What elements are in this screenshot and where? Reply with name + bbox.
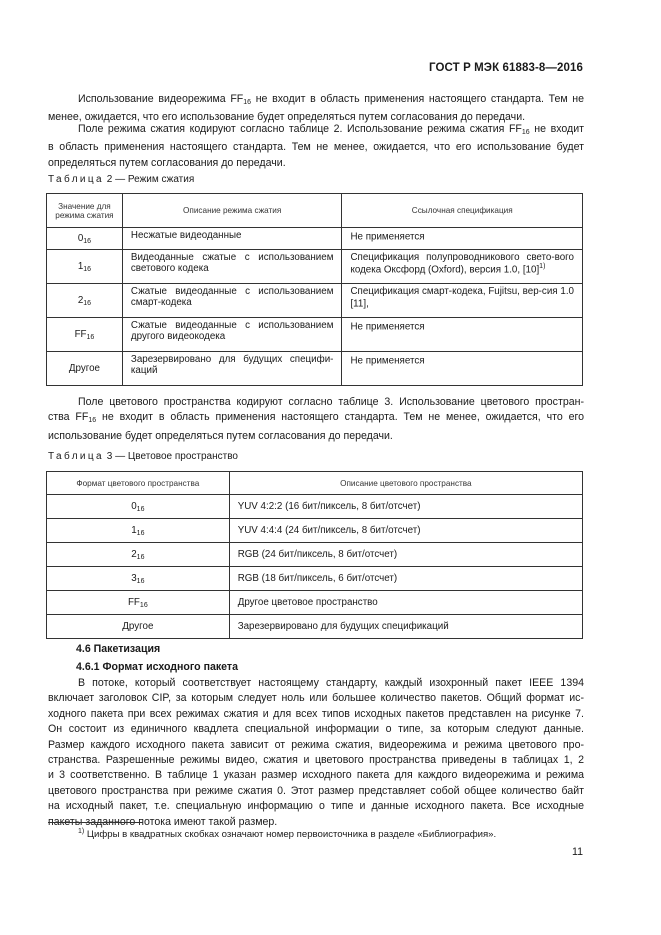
text-line: пакеты заданного потока имеют такой размер. <box>48 815 278 828</box>
table-cell: Сжатые видеоданные с использованием смарт-кодека <box>122 284 342 318</box>
table-row <box>47 228 583 250</box>
table-cell: Сжатые видеоданные с использованием другого видеокодека <box>122 318 342 352</box>
table-row <box>47 318 583 352</box>
color-space-paragraph <box>48 395 584 444</box>
column-header: Значение для режима сжатия <box>47 194 123 228</box>
column-header: Описание цветового пространства <box>229 472 582 495</box>
text-line: ства $FF_{16}$ не входит в область применения настоящего стандарта. Тем не менее, ожидается, что его <box>48 411 584 425</box>
table-cell: Видеоданные сжатые с использованием светового кодека <box>122 250 342 284</box>
table-row <box>47 352 583 386</box>
text-line: странства. Разрешенные режимы видео, сжатия и цветового пространства приведены в таблицах 1, 2 <box>48 754 584 767</box>
table-row <box>47 567 583 591</box>
section-heading-4-6: 4.6 Пакетизация <box>76 643 161 655</box>
table-row <box>47 250 583 284</box>
column-header: Ссылочная спецификация <box>342 194 583 228</box>
table-cell: Зарезервировано для будущих специфи-каций <box>122 352 342 386</box>
footnote-separator <box>48 822 143 823</box>
page-number: 11 <box>572 846 583 858</box>
table2-caption: Таблица 2 — Режим сжатия <box>48 174 195 185</box>
text-line: В потоке, который соответствует настоящему стандарту, каждый изохронный пакет IEEE 1394 <box>78 677 584 689</box>
text-line: в область применения настоящего стандарта. Тем не менее, ожидается, что его использование будет <box>48 141 584 154</box>
table-row <box>47 615 583 639</box>
text-line: Он состоит из единичного квадлета специальной информации о типе, за которым следуют данные. <box>48 723 584 736</box>
text-line: Поле режима сжатия кодируют согласно таблице 2. Использование режима сжатия $FF_{16}$ не входит <box>78 123 585 136</box>
text-line: Использование видеорежима $FF_{16}$ не входит в область применения настоящего стандарта. Тем не <box>78 93 584 106</box>
text-line: определяться путем согласования до передачи. <box>48 156 286 169</box>
text-line: цветового пространства при режиме сжатия 0. Этот размер представляет собой общее количество байт <box>48 784 584 797</box>
table-cell: Зарезервировано для будущих спецификаций <box>229 615 582 639</box>
table-cell: $1_{16}$ <box>47 250 123 284</box>
text-line: на исходный пакет, т.е. специальную информацию о типе и данные исходного пакета. Все исходные <box>48 800 584 813</box>
intro-paragraph-2 <box>48 122 584 171</box>
table-cell: RGB (24 бит/пиксель, 8 бит/отсчет) <box>229 543 582 567</box>
table-cell: Другое <box>47 615 230 639</box>
table-cell: Не применяется <box>342 352 583 386</box>
table-cell: $1_{16}$ <box>47 519 230 543</box>
column-header: Формат цветового пространства <box>47 472 230 495</box>
table-cell: $FF_{16}$ <box>47 318 123 352</box>
section-heading-4-6-1: 4.6.1 Формат исходного пакета <box>76 661 238 673</box>
text-line: использование будет определяться путем согласования до передачи. <box>48 429 393 442</box>
table-cell: RGB (18 бит/пиксель, 6 бит/отсчет) <box>229 567 582 591</box>
table-cell: $0_{16}$ <box>47 495 230 519</box>
text-line: ходного пакета при всех режимах сжатия и для всех типов исходных пакетов представлен на рисунке 7. <box>48 707 584 720</box>
text-line: и 3 соответственно. В таблице 1 указан размер исходного пакета для каждого видеорежима и режима <box>48 769 584 782</box>
table-cell: YUV 4:2:2 (16 бит/пиксель, 8 бит/отсчет) <box>229 495 582 519</box>
intro-paragraph-1 <box>48 92 584 126</box>
table-row <box>47 519 583 543</box>
text-line: включает заголовок CIP, за которым следует ноль или большее количество пакетов. Общий формат ис- <box>48 692 584 705</box>
text-line: Поле цветового пространства кодируют согласно таблице 3. Использование цветового простран- <box>78 396 584 408</box>
table-header-row <box>47 472 583 495</box>
document-header: ГОСТ Р МЭК 61883-8—2016 <box>429 62 583 74</box>
table-header-row <box>47 194 583 228</box>
table-compression-mode <box>46 193 583 386</box>
table-row <box>47 591 583 615</box>
table-cell: $2_{16}$ <box>47 543 230 567</box>
column-header: Описание режима сжатия <box>122 194 342 228</box>
table-cell: Не применяется <box>342 318 583 352</box>
table-cell: $2_{16}$ <box>47 284 123 318</box>
table-row <box>47 495 583 519</box>
table3-caption: Таблица 3 — Цветовое пространство <box>48 451 238 462</box>
table-cell: Не применяется <box>342 228 583 250</box>
text-line: менее, ожидается, что его использование будет определяться путем согласования до передачи. <box>48 111 526 124</box>
table-cell: Спецификация полупроводникового свето-вого кодека Оксфорд (Oxford), версия 1.0, $[10]^{1)}$ <box>342 250 583 284</box>
table-cell: Другое цветовое пространство <box>229 591 582 615</box>
text-line: Размер каждого исходного пакета зависит от режима сжатия, видеорежима и режима цветового про- <box>48 738 584 751</box>
packet-format-paragraph <box>48 676 584 830</box>
table-cell: $FF_{16}$ <box>47 591 230 615</box>
table-cell: $3_{16}$ <box>47 567 230 591</box>
table-row <box>47 543 583 567</box>
table-cell: $0_{16}$ <box>47 228 123 250</box>
table-cell: Несжатые видеоданные <box>122 228 342 250</box>
table-color-space <box>46 471 583 639</box>
table-cell: Другое <box>47 352 123 386</box>
table-cell: Спецификация смарт-кодека, Fujitsu, вер-сия 1.0 [11], <box>342 284 583 318</box>
table-row <box>47 284 583 318</box>
footnote: $^{1)}$ Цифры в квадратных скобках означают номер первоисточника в разделе «Библиография». <box>78 828 497 841</box>
table-cell: YUV 4:4:4 (24 бит/пиксель, 8 бит/отсчет) <box>229 519 582 543</box>
